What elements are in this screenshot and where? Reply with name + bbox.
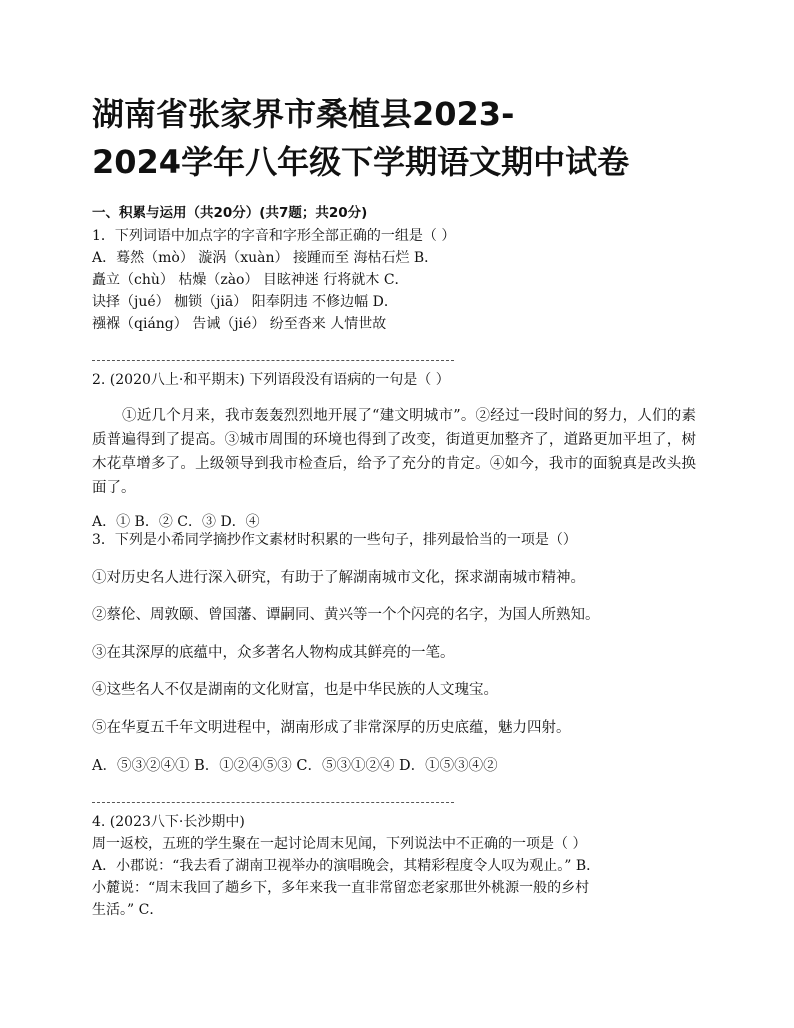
q2-passage: ①近几个月来，我市轰轰烈烈地开展了“建文明城市”。②经过一段时间的努力，人们的素质普遍得到了提高。③城市周围的环境也得到了改变，街道更加整齐了，道路更加平坦了，树木花草增多了。上级领导到我市检查后，给予了充分的肯定。④如今，我市的面貌真是改头换面了。 [92, 408, 696, 496]
q3-sentence: ③在其深厚的底蕴中，众多著名人物构成其鲜亮的一笔。 [92, 645, 455, 661]
q1-option-line: 矗立（chù） 枯燥（zào） 目眩神迷 行将就木 C． [92, 272, 409, 288]
q3-options: A．⑤③②④① B．①②④⑤③ C．⑤③①②④ D．①⑤③④② [92, 758, 498, 774]
q3-sentence: ①对历史名人进行深入研究，有助于了解湖南城市文化，探求湖南城市精神。 [92, 570, 585, 586]
q1-option-line: 襁褓（qiáng） 告诫（jié） 纷至沓来 人情世故 [92, 316, 387, 332]
q1-option-line: A．蓦然（mò） 漩涡（xuàn） 接踵而至 海枯石烂 B． [92, 250, 439, 266]
q4-line: 周一返校，五班的学生聚在一起讨论周末见闻，下列说法中不正确的一项是（ ） [92, 836, 587, 852]
page-title-line2: 2024学年八年级下学期语文期中试卷 [92, 143, 630, 181]
section-heading: 一、积累与运用（共20分）(共7题；共20分) [92, 205, 368, 221]
q2-stem: 2. (2020八上·和平期末) 下列语段没有语病的一句是（ ） [92, 372, 450, 388]
q3-sentence: ⑤在华夏五千年文明进程中，湖南形成了非常深厚的历史底蕴，魅力四射。 [92, 720, 571, 736]
q2-options: A．① B．② C．③ D．④ [92, 514, 260, 530]
page-title-line1: 湖南省张家界市桑植县2023- [92, 95, 515, 133]
question-divider [92, 802, 454, 803]
q4-line: A．小郡说：“我去看了湖南卫视举办的演唱晚会，其精彩程度令人叹为观止。” B． [92, 858, 601, 874]
q1-option-line: 诀择（jué） 枷锁（jiā） 阳奉阴违 不修边幅 D． [92, 294, 398, 310]
q4-line: 生活。” C． [92, 902, 164, 918]
question-divider [92, 360, 454, 361]
q3-sentence: ④这些名人不仅是湖南的文化财富，也是中华民族的人文瑰宝。 [92, 682, 498, 698]
q3-stem: 3．下列是小希同学摘抄作文素材时积累的一些句子，排列最恰当的一项是（） [92, 532, 577, 548]
q4-stem: 4. (2023八下·长沙期中) [92, 814, 245, 830]
q3-sentence: ②蔡伦、周敦颐、曾国藩、谭嗣同、黄兴等一个个闪亮的名字，为国人所熟知。 [92, 607, 600, 623]
q4-line: 小麓说：“周末我回了趟乡下，多年来我一直非常留恋老家那世外桃源一般的乡村 [92, 880, 590, 896]
q1-stem: 1．下列词语中加点字的字音和字形全部正确的一组是（ ） [92, 228, 456, 244]
